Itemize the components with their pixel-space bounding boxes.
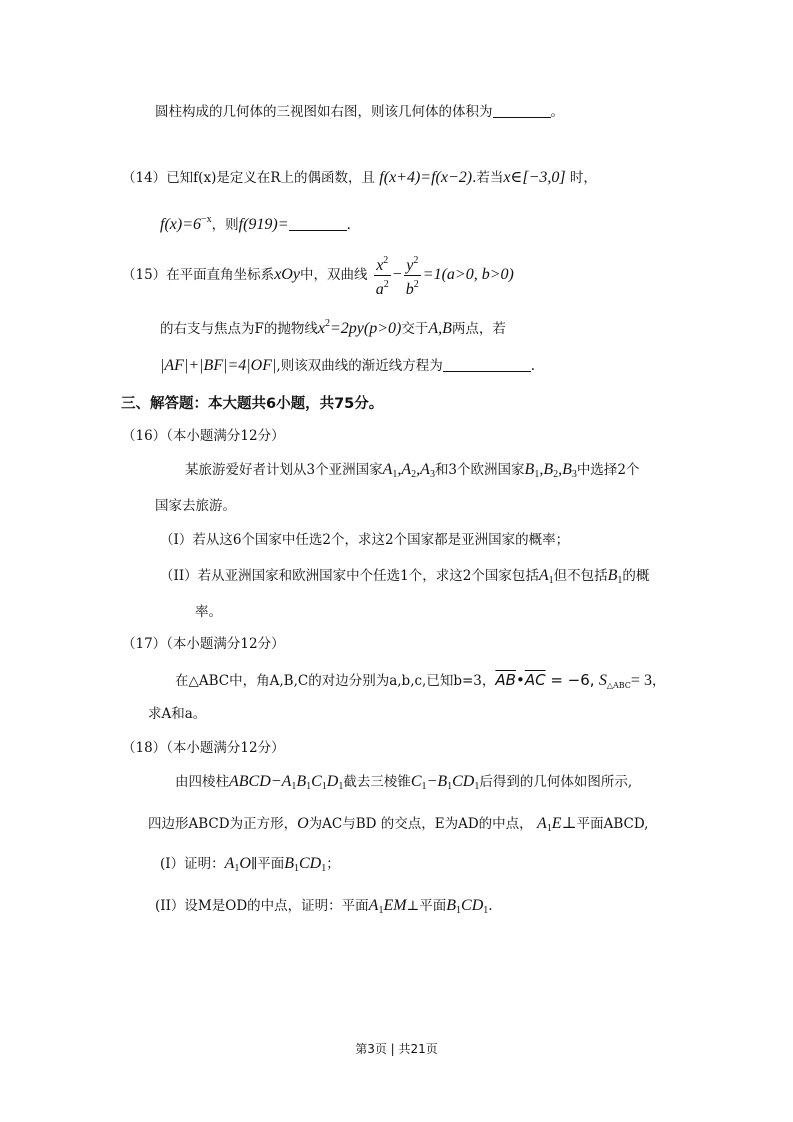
i1: 1 bbox=[378, 905, 384, 916]
q16-sub2 bbox=[160, 566, 649, 591]
frac-y: y bbox=[406, 257, 414, 274]
c2: −B bbox=[426, 773, 448, 790]
i1: 1 bbox=[474, 781, 480, 792]
p2: B bbox=[296, 773, 307, 790]
q15-text4: 交于 bbox=[401, 321, 429, 337]
a: A bbox=[224, 855, 235, 872]
q15-line1 bbox=[122, 252, 514, 299]
i1: 1 bbox=[338, 781, 344, 792]
q18-head: （18）（本小题满分12分） bbox=[122, 740, 285, 756]
q17-vector-ab: $\overline{AB}$ bbox=[495, 671, 516, 689]
answer-blank bbox=[443, 357, 531, 372]
i1: 1 bbox=[234, 863, 240, 874]
i2: 2 bbox=[553, 469, 559, 480]
e: E bbox=[551, 815, 562, 832]
q16-sub1: （I）若从这6个国家中任选2个，求这2个国家都是亚洲国家的概率； bbox=[160, 532, 570, 548]
b: B bbox=[284, 855, 294, 872]
q18-text3: 后得到的几何体如图所示, bbox=[479, 774, 633, 790]
i1: 1 bbox=[392, 469, 398, 480]
b: B bbox=[543, 461, 554, 478]
sq: 2 bbox=[324, 318, 330, 329]
q17-area: S bbox=[598, 672, 607, 689]
cd: CD bbox=[298, 855, 322, 872]
a: A bbox=[536, 815, 547, 832]
a: A bbox=[538, 567, 549, 584]
period: . bbox=[488, 898, 493, 914]
q16-sub2-text2: 但不包括 bbox=[553, 568, 608, 584]
i1: 1 bbox=[321, 863, 327, 874]
q16-line1 bbox=[185, 460, 639, 485]
q17-eq: = −6, bbox=[545, 671, 595, 689]
q18-b1cd1-2 bbox=[446, 897, 488, 914]
frac-x: x bbox=[376, 257, 384, 274]
sq: 2 bbox=[383, 255, 389, 266]
b: B bbox=[562, 461, 572, 478]
q14-text1: 已知f(x)是定义在R上的偶函数，且 bbox=[166, 170, 375, 186]
q15-condition: |AF|+|BF|=4|OF| bbox=[160, 357, 277, 374]
comma: ， bbox=[651, 673, 666, 689]
q14-exponent: −x bbox=[201, 214, 212, 225]
q16-text3: 中选择2个 bbox=[576, 462, 640, 478]
i1: 1 bbox=[447, 781, 453, 792]
q17-line2: 求A和a。 bbox=[148, 706, 207, 722]
p4: D bbox=[326, 773, 339, 790]
sq: 2 bbox=[383, 279, 389, 290]
q13-continuation bbox=[155, 102, 564, 122]
q18-a1e bbox=[537, 815, 562, 832]
q16-line2: 国家去旅游。 bbox=[155, 498, 236, 514]
q18-sub1-text2: ∥平面 bbox=[250, 856, 285, 872]
semicolon: ； bbox=[326, 856, 340, 872]
perp-symbol: ⊥ bbox=[561, 815, 577, 832]
q15-text1: 在平面直角坐标系 bbox=[166, 267, 275, 283]
q15-frac-x bbox=[374, 252, 391, 299]
minus: − bbox=[392, 266, 402, 283]
q18-sub1 bbox=[160, 854, 340, 879]
q15-text3: 的右支与焦点为F的抛物线 bbox=[160, 321, 318, 337]
q17-area-eq: = 3 bbox=[630, 672, 652, 689]
q18-text5: 为AC与BD 的交点，E为AD的中点， bbox=[308, 816, 533, 832]
q15-line2 bbox=[160, 314, 506, 339]
q14-condition: x∈[−3,0] bbox=[503, 169, 566, 186]
o: O bbox=[239, 855, 251, 872]
sq: 2 bbox=[413, 279, 419, 290]
q17-vector-ac: $\overline{AC}$ bbox=[524, 671, 546, 689]
q18-a1o bbox=[225, 855, 251, 872]
q15-text2: 中，双曲线 bbox=[299, 267, 368, 283]
q16-asian-list: $A_1,A_2,A_3$ bbox=[382, 461, 435, 480]
q16-text2: 和3个欧洲国家 bbox=[434, 462, 525, 478]
q15-text6: ,则该双曲线的渐近线方程为 bbox=[276, 358, 443, 374]
q14-text2: .若当 bbox=[472, 170, 504, 186]
q15-ab: A,B bbox=[428, 320, 452, 337]
i2: 2 bbox=[411, 469, 417, 480]
q16-text1: 某旅游爱好者计划从3个亚洲国家 bbox=[185, 462, 383, 478]
q18-text2: 截去三棱锥 bbox=[343, 774, 411, 790]
period: . bbox=[346, 217, 351, 233]
c1: C bbox=[410, 773, 422, 790]
q15-rhs: =1(a>0, b>0) bbox=[422, 266, 514, 283]
p1: ABCD−A bbox=[229, 773, 292, 790]
i1: 1 bbox=[306, 781, 312, 792]
q17-head: （17）（本小题满分12分） bbox=[122, 636, 285, 652]
answer-blank bbox=[493, 103, 551, 118]
frac-b: b bbox=[405, 281, 414, 298]
q16-sub2-text1: （II）若从亚洲国家和欧洲国家中个任选1个，求这2个国家包括 bbox=[160, 568, 539, 584]
i1: 1 bbox=[321, 781, 327, 792]
i1: 1 bbox=[548, 575, 554, 586]
b: B bbox=[607, 567, 618, 584]
q15-number: （15） bbox=[122, 267, 167, 283]
q18-b1cd1 bbox=[284, 855, 326, 872]
q18-a1em bbox=[369, 897, 407, 914]
q15-frac-y bbox=[404, 252, 421, 299]
i1: 1 bbox=[617, 575, 623, 586]
q18-cone bbox=[411, 773, 479, 790]
section-heading: 三、解答题：本大题共6小题，共75分。 bbox=[121, 396, 384, 412]
a: A bbox=[420, 461, 430, 478]
q18-sub2-text2: ⊥平面 bbox=[406, 898, 447, 914]
q16-sub2-cont: 率。 bbox=[195, 604, 222, 620]
i1: 1 bbox=[534, 469, 540, 480]
q18-line2 bbox=[148, 814, 648, 839]
frac-a: a bbox=[375, 281, 384, 298]
i1: 1 bbox=[546, 823, 552, 834]
a: A bbox=[382, 461, 393, 478]
q18-text6: 平面ABCD, bbox=[576, 816, 649, 832]
q16-sub2-text3: 的概 bbox=[622, 568, 650, 584]
answer-blank bbox=[289, 216, 347, 231]
period: 。 bbox=[550, 104, 564, 120]
q14-line2 bbox=[160, 210, 351, 235]
q18-line1 bbox=[175, 772, 632, 797]
q18-sub2-text: (II）设M是OD的中点，证明：平面 bbox=[155, 898, 369, 914]
em: EM bbox=[383, 897, 407, 914]
q14-text3: 时， bbox=[569, 170, 597, 186]
page-footer: 第3页 | 共21页 bbox=[355, 1042, 438, 1056]
q14-text4: ，则 bbox=[211, 217, 239, 233]
i1: 1 bbox=[421, 781, 427, 792]
q14-func-def: f(x)=6 bbox=[160, 216, 201, 233]
i1: 1 bbox=[293, 863, 299, 874]
q15-text5: 两点，若 bbox=[451, 321, 506, 337]
q18-sub1-text: (I）证明： bbox=[160, 856, 225, 872]
q13-text: 圆柱构成的几何体的三视图如右图，则该几何体的体积为 bbox=[155, 104, 493, 120]
q17-line1 bbox=[175, 670, 665, 696]
c3: CD bbox=[452, 773, 475, 790]
q16-euro-list: $B_1,B_2,B_3$ bbox=[524, 461, 577, 480]
q14-ask: f(919)= bbox=[238, 216, 289, 233]
i3: 3 bbox=[571, 469, 577, 480]
q17-text1: 在△ABC中，角A,B,C的对边分别为a,b,c,已知b=3， bbox=[175, 673, 496, 689]
q16-head: （16）（本小题满分12分） bbox=[122, 428, 285, 444]
cd: CD bbox=[461, 897, 484, 914]
q14-line1 bbox=[122, 168, 597, 188]
i1: 1 bbox=[456, 905, 462, 916]
i3: 3 bbox=[429, 469, 435, 480]
q18-sub2 bbox=[155, 896, 493, 921]
a: A bbox=[368, 897, 379, 914]
q15-parabola-x: x bbox=[317, 320, 325, 337]
period: . bbox=[530, 358, 535, 374]
q16-a1 bbox=[539, 567, 554, 584]
q18-text4: 四边形ABCD为正方形， bbox=[148, 816, 298, 832]
q18-o: O bbox=[297, 815, 309, 832]
b: B bbox=[446, 897, 457, 914]
q15-line3 bbox=[160, 356, 535, 376]
q14-equation: f(x+4)=f(x−2) bbox=[379, 169, 473, 186]
q17-area-sub: △ABC bbox=[606, 681, 631, 690]
i1: 1 bbox=[483, 905, 489, 916]
q15-xoy: xOy bbox=[274, 266, 300, 283]
p3: C bbox=[311, 773, 322, 790]
q14-number: （14） bbox=[122, 170, 167, 186]
q16-b1 bbox=[608, 567, 623, 584]
q18-prism bbox=[229, 773, 343, 790]
a: A bbox=[401, 461, 412, 478]
b: B bbox=[524, 461, 535, 478]
q18-text1: 由四棱柱 bbox=[175, 774, 229, 790]
q15-parabola-rhs: =2py(p>0) bbox=[329, 320, 402, 337]
q17-dot: • bbox=[515, 671, 525, 689]
sq: 2 bbox=[413, 255, 419, 266]
i1: 1 bbox=[291, 781, 297, 792]
